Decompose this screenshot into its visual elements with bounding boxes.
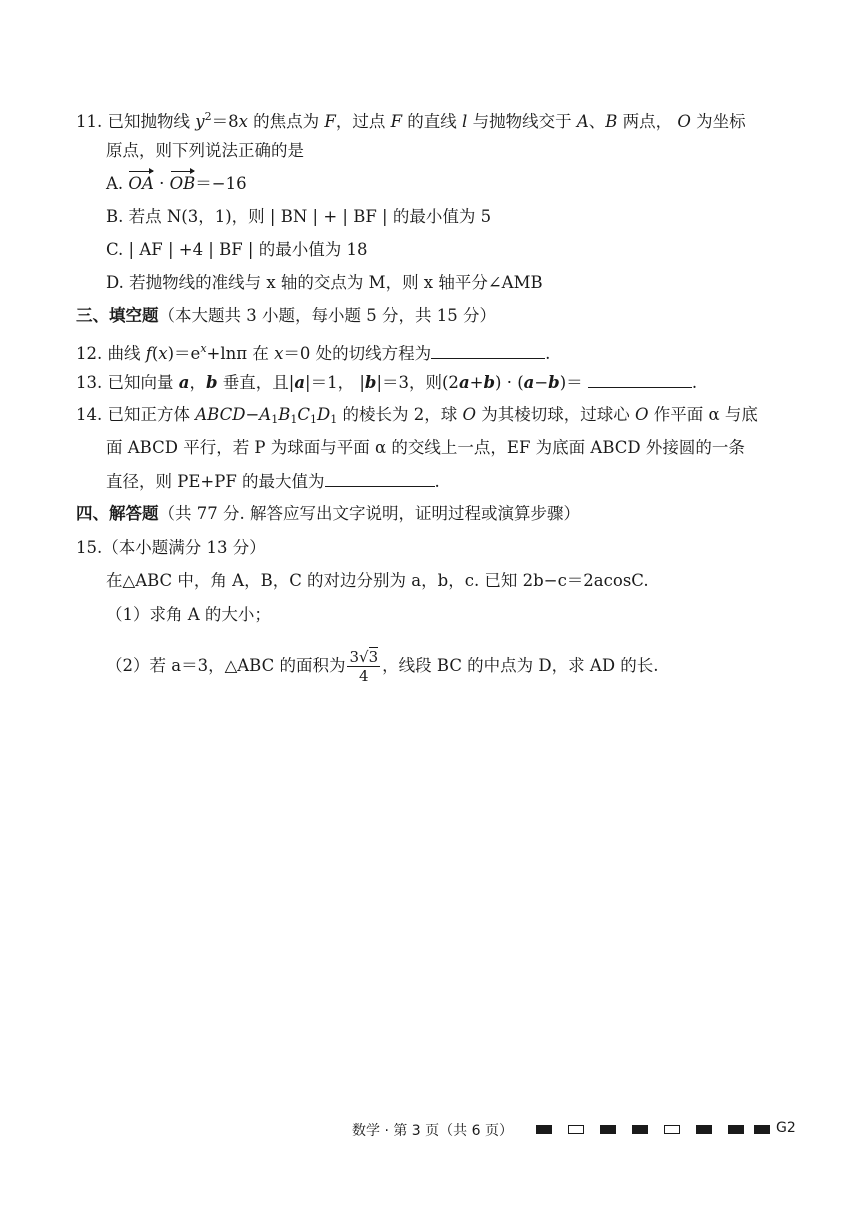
q14-line1: 14. 已知正方体 $ABCD-A_1B_1C_1D_1$ 的棱长为 2，球 O 为其棱切球，过球心 O 作平面 α 与底: [76, 405, 758, 426]
q11-option-c: C. | AF | +4 | BF | 的最小值为 18: [106, 240, 368, 259]
mark-filled: [696, 1125, 712, 1134]
q15-part1: （1）求角 A 的大小；: [106, 605, 271, 624]
q11-option-a: A. OA · OB＝−16: [106, 174, 247, 193]
q12: 12. 曲线 $f(x)=e^x+\ln\pi$ 在 x＝0 处的切线方程为 .: [76, 342, 551, 363]
q11-line1: 11. 已知抛物线 $y^2=8x$ 的焦点为 F，过点 F 的直线 l 与抛物线交于 A、B 两点， O 为坐标: [76, 110, 746, 131]
mark-empty: [568, 1125, 584, 1134]
q13-answer-blank: [588, 371, 692, 388]
q12-answer-blank: [431, 342, 545, 359]
q14-answer-blank: [325, 470, 435, 487]
q14-line3: 直径，则 PE+PF 的最大值为 .: [106, 472, 440, 491]
section-4-heading: 四、解答题（共 77 分. 解答应写出文字说明，证明过程或演算步骤）: [76, 504, 580, 523]
mark-filled: [600, 1125, 616, 1134]
q13: 13. 已知向量 a，b 垂直，且|a|＝1， |b|＝3，则(2a+b) · (a−b)＝ .: [76, 373, 698, 392]
section-3-heading: 三、填空题（本大题共 3 小题，每小题 5 分，共 15 分）: [76, 306, 496, 325]
q11-line2: 原点，则下列说法正确的是: [106, 141, 304, 160]
page-footer: 数学 · 第 3 页（共 6 页）: [352, 1123, 513, 1139]
q15-head: 15.（本小题满分 13 分）: [76, 538, 266, 557]
mark-filled: [536, 1125, 552, 1134]
q11-option-d: D. 若抛物线的准线与 x 轴的交点为 M，则 x 轴平分∠AMB: [106, 273, 543, 292]
q11-number: 11.: [76, 112, 103, 131]
mark-filled: [754, 1125, 770, 1134]
paper-code: G2: [776, 1120, 796, 1136]
q11-option-b: B. 若点 N(3，1)，则 | BN | + | BF | 的最小值为 5: [106, 207, 492, 226]
q14-line2: 面 ABCD 平行，若 P 为球面与平面 α 的交线上一点，EF 为底面 ABCD 外接圆的一条: [106, 438, 745, 457]
mark-filled: [728, 1125, 744, 1134]
mark-empty: [664, 1125, 680, 1134]
mark-filled: [632, 1125, 648, 1134]
q15-part2: （2）若 a＝3，△ABC 的面积为 $\frac{3√3}{4}$ ，线段 BC 的中点为 D，求 AD 的长.: [106, 648, 659, 685]
area-fraction: $\frac{3√3}{4}$: [349, 648, 379, 685]
q15-stem: 在△ABC 中，角 A，B，C 的对边分别为 a，b，c. 已知 2b−c＝2acosC.: [106, 571, 649, 590]
